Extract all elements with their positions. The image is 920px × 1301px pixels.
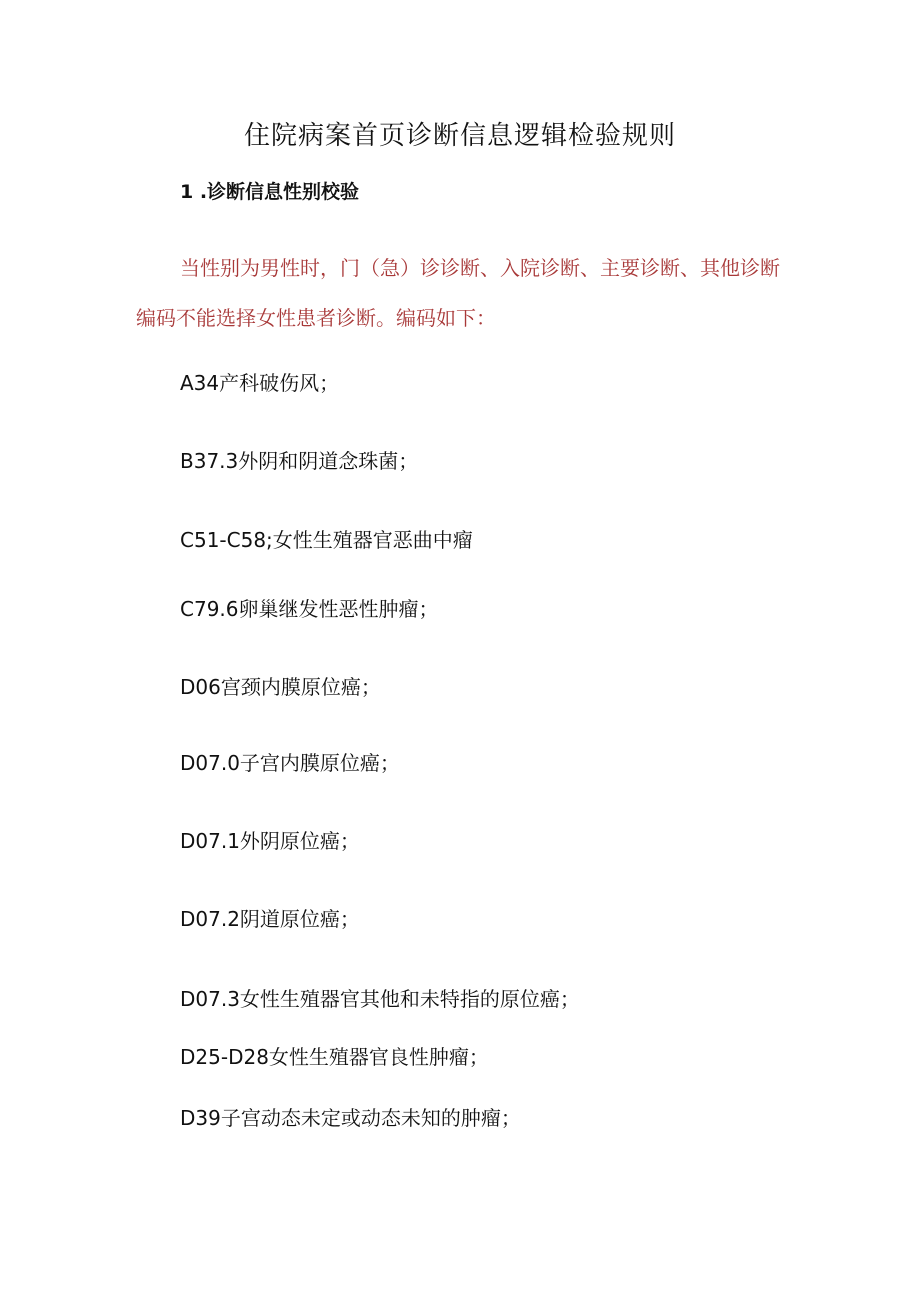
code-item: A34产科破伤风； <box>180 371 340 395</box>
code-item: D07.1外阴原位癌； <box>180 829 360 853</box>
code-item: C51-C58;女性生殖器官恶曲中瘤 <box>180 528 473 552</box>
intro-line-2: 编码不能选择女性患者诊断。编码如下： <box>136 306 496 330</box>
code-item: C79.6卵巢继发性恶性肿瘤； <box>180 597 439 621</box>
section-heading: 1 .诊断信息性别校验 <box>180 181 360 203</box>
code-item: D25-D28女性生殖器官良性肿瘤； <box>180 1045 489 1069</box>
code-item: D07.2阴道原位癌； <box>180 907 360 931</box>
code-item: D39子宫动态未定或动态未知的肿瘤； <box>180 1106 521 1130</box>
code-item: D06宫颈内膜原位癌； <box>180 675 381 699</box>
intro-line-1: 当性别为男性时，门（急）诊诊断、入院诊断、主要诊断、其他诊断 <box>180 256 780 280</box>
code-item: D07.3女性生殖器官其他和未特指的原位癌； <box>180 987 580 1011</box>
code-item: B37.3外阴和阴道念珠菌； <box>180 449 419 473</box>
code-item: D07.0子宫内膜原位癌； <box>180 751 400 775</box>
document-title: 住院病案首页诊断信息逻辑检验规则 <box>243 121 676 151</box>
